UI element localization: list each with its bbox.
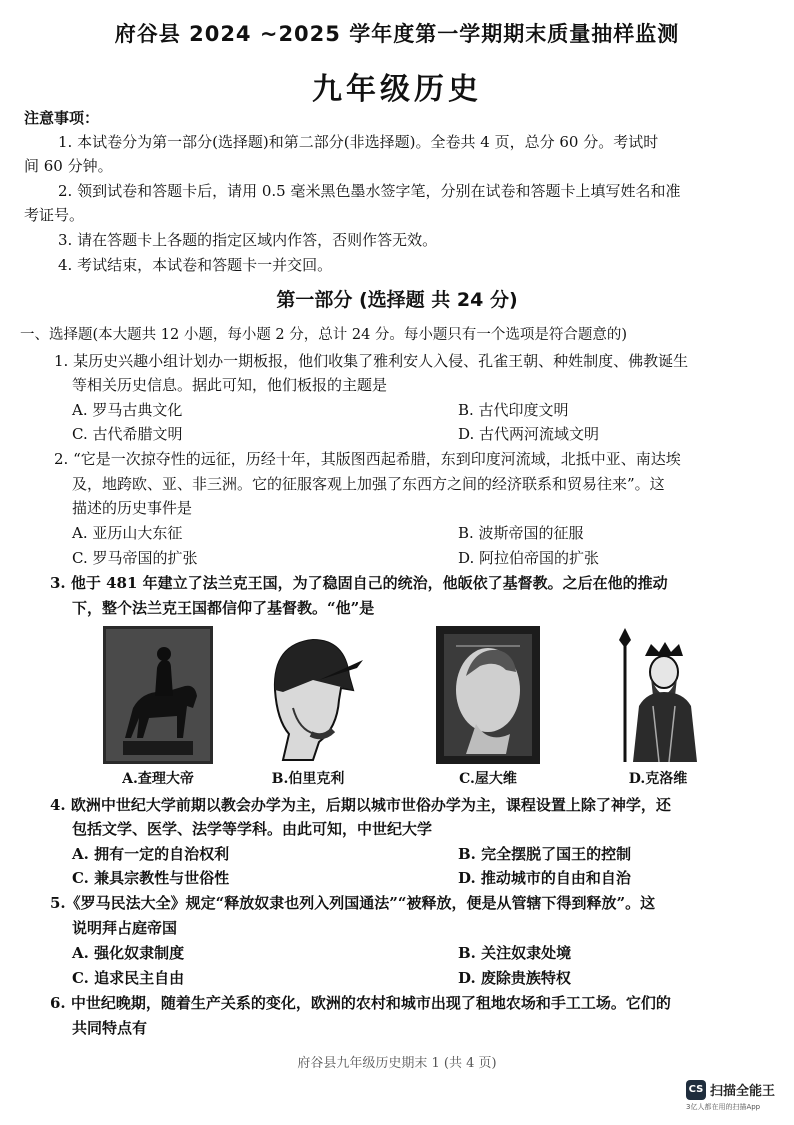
question-4-stem-cont: 包括文学、医学、法学等学科。由此可知，中世纪大学 (72, 820, 433, 838)
question-1-stem-cont: 等相关历史信息。据此可知，他们板报的主题是 (72, 376, 388, 394)
question-3-option-b: B.伯里克利 (271, 771, 345, 787)
question-1-option-b: B. 古代印度文明 (458, 401, 569, 419)
question-1-option-c: C. 古代希腊文明 (72, 425, 183, 443)
page-footer: 府谷县九年级历史期末 1 (共 4 页) (297, 1056, 497, 1071)
clovis-portrait-image (603, 626, 713, 764)
question-2-option-a: A. 亚历山大东征 (72, 524, 183, 542)
note-2: 2. 领到试卷和答题卡后，请用 0.5 毫米黑色墨水签字笔，分别在试卷和答题卡上填写姓名和准 (58, 182, 681, 200)
exam-subject: 九年级历史 (312, 72, 482, 107)
question-3-option-c: C.屋大维 (459, 771, 517, 787)
question-5-stem: 5.《罗马民法大全》规定“释放奴隶也列入列国通法”“被释放，便是从管辖下得到释放”。这 (50, 894, 656, 912)
question-3-option-a: A.查理大帝 (122, 771, 194, 787)
question-4-option-c: C. 兼具宗教性与世俗性 (72, 869, 230, 887)
question-6-stem-cont: 共同特点有 (72, 1019, 148, 1037)
note-1-cont: 间 60 分钟。 (24, 157, 113, 175)
question-2-stem-cont: 及，地跨欧、亚、非三洲。它的征服客观上加强了东西方之间的经济联系和贸易往来”。这 (72, 475, 665, 493)
question-2-stem: 2. “它是一次掠夺性的远征，历经十年，其版图西起希腊，东到印度河流域，北抵中亚、南达埃 (54, 450, 681, 468)
question-3-stem: 3. 他于 481 年建立了法兰克王国，为了稳固自己的统治，他皈依了基督教。之后在他的推动 (50, 574, 668, 592)
scanner-tagline: 3亿人都在用的扫描App (686, 1103, 761, 1111)
question-2-option-b: B. 波斯帝国的征服 (458, 524, 584, 542)
note-1: 1. 本试卷分为第一部分(选择题)和第二部分(非选择题)。全卷共 4 页，总分 60 分。考试时 (58, 133, 659, 151)
note-2-cont: 考证号。 (24, 206, 85, 224)
scanner-watermark (686, 1078, 786, 1114)
question-4-option-a: A. 拥有一定的自治权利 (72, 845, 230, 863)
question-6-stem: 6. 中世纪晚期，随着生产关系的变化，欧洲的农村和城市出现了租地农场和手工工场。它们的 (50, 994, 671, 1012)
question-2-option-d: D. 阿拉伯帝国的扩张 (458, 549, 600, 567)
question-2-stem-cont2: 描述的历史事件是 (72, 499, 193, 517)
question-2-option-c: C. 罗马帝国的扩张 (72, 549, 198, 567)
question-5-option-b: B. 关注奴隶处境 (458, 944, 572, 962)
question-5-option-a: A. 强化奴隶制度 (72, 944, 185, 962)
scanner-app-name: 扫描全能王 (710, 1084, 776, 1099)
question-4-option-d: D. 推动城市的自由和自治 (458, 869, 631, 887)
question-1-stem: 1. 某历史兴趣小组计划办一期板报，他们收集了雅利安人入侵、孔雀王朝、种姓制度、佛教诞生 (54, 352, 689, 370)
notes-heading: 注意事项： (24, 109, 100, 127)
question-3-stem-cont: 下，整个法兰克王国都信仰了基督教。“他”是 (72, 599, 375, 617)
question-3-option-d: D.克洛维 (628, 771, 688, 787)
question-5-option-d: D. 废除贵族特权 (458, 969, 571, 987)
equestrian-statue-image (103, 626, 213, 764)
question-5-option-c: C. 追求民主自由 (72, 969, 185, 987)
camscanner-icon: CS (686, 1080, 706, 1100)
pericles-bust-image (253, 630, 363, 764)
question-4-stem: 4. 欧洲中世纪大学前期以教会办学为主，后期以城市世俗办学为主，课程设置上除了神学，还 (50, 796, 671, 814)
question-1-option-a: A. 罗马古典文化 (72, 401, 183, 419)
note-4: 4. 考试结束，本试卷和答题卡一并交回。 (58, 256, 333, 274)
question-1-option-d: D. 古代两河流域文明 (458, 425, 600, 443)
question-4-option-b: B. 完全摆脱了国王的控制 (458, 845, 632, 863)
section-intro: 一、选择题(本大题共 12 小题，每小题 2 分，总计 24 分。每小题只有一个选项是符合题意的) (20, 327, 628, 343)
octavian-relief-image (436, 626, 540, 764)
exam-title: 府谷县 2024 ~2025 学年度第一学期期末质量抽样监测 (114, 22, 680, 46)
question-5-stem-cont: 说明拜占庭帝国 (72, 919, 178, 937)
section-title: 第一部分 (选择题 共 24 分) (276, 289, 518, 311)
note-3: 3. 请在答题卡上各题的指定区域内作答，否则作答无效。 (58, 231, 438, 249)
